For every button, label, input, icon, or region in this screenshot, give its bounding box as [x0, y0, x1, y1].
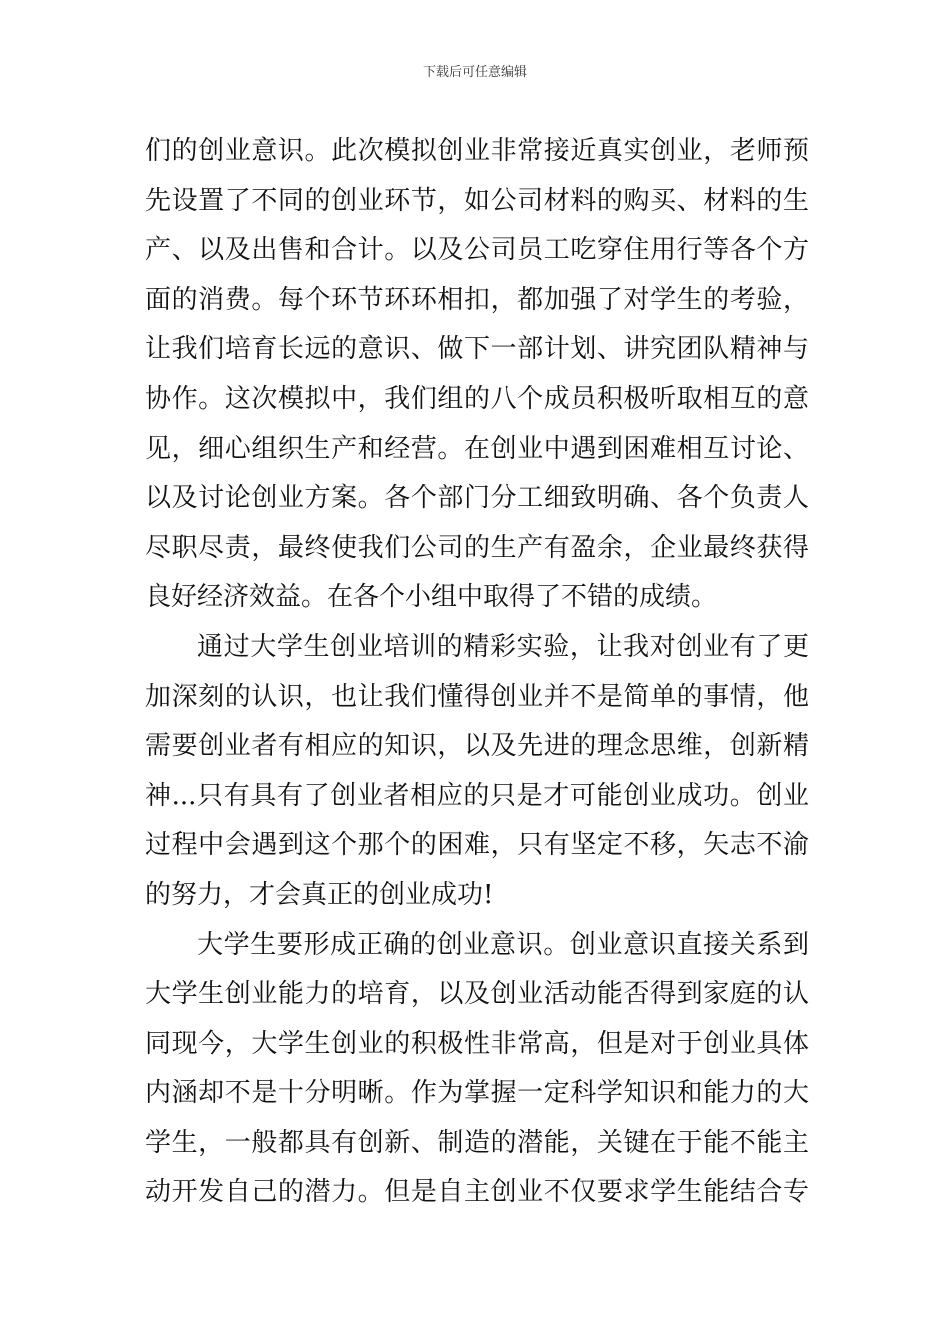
text-line: 以及讨论创业方案。各个部门分工细致明确、各个负责人	[145, 483, 809, 514]
document-body	[145, 127, 809, 1218]
text-line: 的努力，才会真正的创业成功!	[145, 879, 494, 910]
text-line: 协作。这次模拟中，我们组的八个成员积极听取相互的意	[145, 383, 809, 414]
paragraph-1	[145, 127, 809, 623]
text-line: 加深刻的认识，也让我们懂得创业并不是简单的事情，他	[145, 681, 809, 712]
paragraph-2	[145, 623, 809, 921]
paragraph-3	[145, 921, 809, 1219]
page-header-note: 下载后可任意编辑	[422, 65, 527, 80]
text-line: 动开发自己的潜力。但是自主创业不仅要求学生能结合专	[145, 1177, 809, 1208]
text-line: 让我们培育长远的意识、做下一部计划、讲究团队精神与	[145, 334, 809, 365]
text-line: 通过大学生创业培训的精彩实验，让我对创业有了更	[197, 631, 809, 662]
text-line: 内涵却不是十分明晰。作为掌握一定科学知识和能力的大	[145, 1078, 809, 1109]
text-line: 见，细心组织生产和经营。在创业中遇到困难相互讨论、	[145, 433, 809, 464]
text-line: 过程中会遇到这个那个的困难，只有坚定不移，矢志不渝	[145, 830, 809, 861]
text-line: 良好经济效益。在各个小组中取得了不错的成绩。	[145, 582, 718, 613]
text-line: 神...只有具有了创业者相应的只是才可能创业成功。创业	[145, 780, 809, 811]
text-line: 需要创业者有相应的知识，以及先进的理念思维，创新精	[145, 731, 809, 762]
text-line: 学生，一般都具有创新、制造的潜能，关键在于能不能主	[145, 1127, 809, 1158]
text-line: 们的创业意识。此次模拟创业非常接近真实创业，老师预	[145, 136, 809, 166]
text-line: 同现今，大学生创业的积极性非常高，但是对于创业具体	[145, 1028, 809, 1059]
text-line: 面的消费。每个环节环环相扣，都加强了对学生的考验，	[145, 284, 809, 315]
text-line: 大学生创业能力的培育，以及创业活动能否得到家庭的认	[145, 979, 809, 1010]
text-line: 尽职尽责，最终使我们公司的生产有盈余，企业最终获得	[145, 532, 809, 563]
text-line: 大学生要形成正确的创业意识。创业意识直接关系到	[197, 929, 809, 960]
text-line: 先设置了不同的创业环节，如公司材料的购买、材料的生	[145, 185, 809, 216]
text-line: 产、以及出售和合计。以及公司员工吃穿住用行等各个方	[145, 235, 809, 266]
